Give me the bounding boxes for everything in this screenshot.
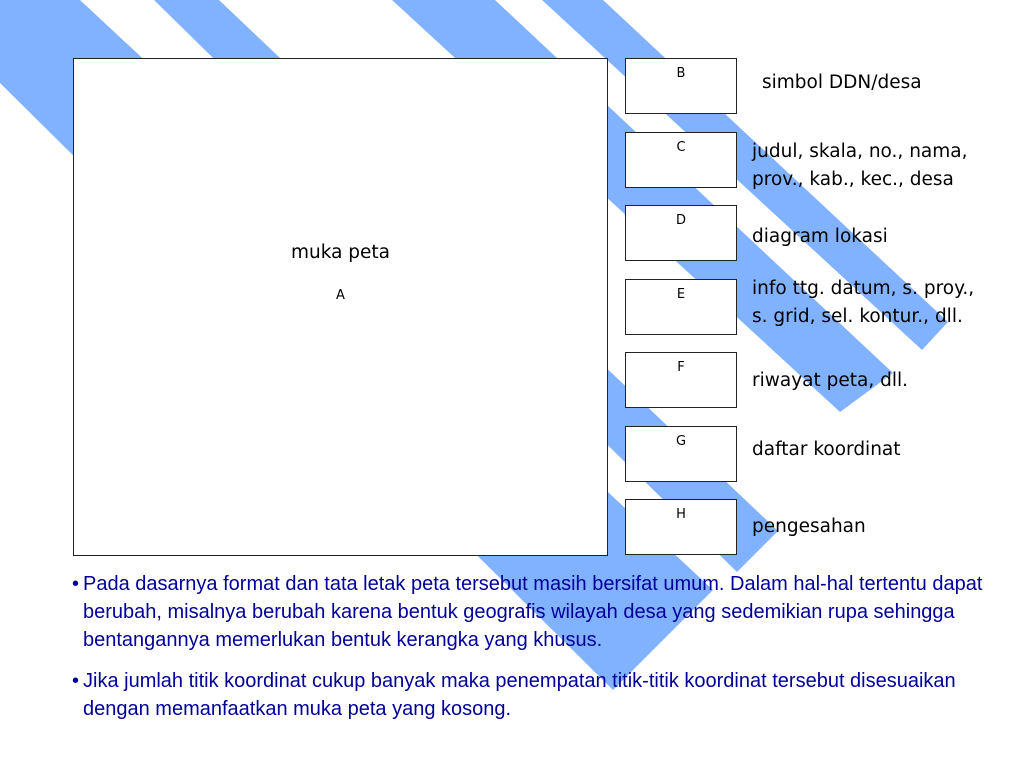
bullet-text: Jika jumlah titik koordinat cukup banyak maka penempatan titik-titik koordinat tersebut disesuaikan dengan memanfaatkan muka peta yang kosong. (83, 670, 956, 720)
desc-line: simbol DDN/desa (762, 72, 922, 93)
panel-box-c (625, 132, 737, 188)
panel-box-g (625, 426, 737, 482)
panel-box-h (625, 499, 737, 555)
panel-desc-f (752, 367, 908, 395)
desc-line: judul, skala, no., nama, (752, 141, 968, 162)
panel-letter: H (676, 507, 686, 522)
panel-letter: D (675, 213, 686, 228)
bullet-item (72, 667, 1002, 723)
panel-letter: C (676, 140, 686, 155)
panel-desc-g (752, 436, 901, 464)
panel-box-b (625, 58, 737, 114)
panel-desc-e (752, 275, 974, 331)
desc-line: diagram lokasi (752, 226, 888, 247)
panel-desc-c (752, 138, 968, 194)
desc-line: s. grid, sel. kontur., dll. (752, 306, 963, 327)
panel-box-f (625, 352, 737, 408)
map-face-box (73, 58, 608, 556)
panel-desc-d (752, 223, 888, 251)
map-face-title: muka peta (290, 242, 391, 263)
desc-line: pengesahan (752, 516, 866, 537)
desc-line: riwayat peta, dll. (752, 370, 909, 391)
panel-desc-b (762, 69, 922, 97)
bullet-text: Pada dasarnya format dan tata letak peta tersebut masih bersifat umum. Dalam hal-hal tertentu dapat berubah, misalnya berubah karena bentuk geografis wilayah desa yang sedemikian rupa sehingga bentangannya memerlukan bentuk kerangka yang khusus. (83, 573, 983, 651)
panel-letter: B (676, 66, 686, 81)
desc-line: info ttg. datum, s. proy., (752, 278, 975, 299)
panel-box-e (625, 279, 737, 335)
panel-box-d (625, 205, 737, 261)
bullet-marker: • (72, 670, 80, 692)
bullet-list (72, 570, 1002, 736)
panel-letter: F (677, 360, 685, 375)
bullet-marker: • (72, 573, 80, 595)
bullet-item (72, 570, 1002, 654)
panel-letter: G (675, 434, 687, 449)
desc-line: prov., kab., kec., desa (752, 169, 954, 190)
map-face-letter: A (336, 288, 345, 303)
panel-letter: E (676, 287, 686, 302)
desc-line: daftar koordinat (752, 439, 901, 460)
panel-desc-h (752, 513, 866, 541)
